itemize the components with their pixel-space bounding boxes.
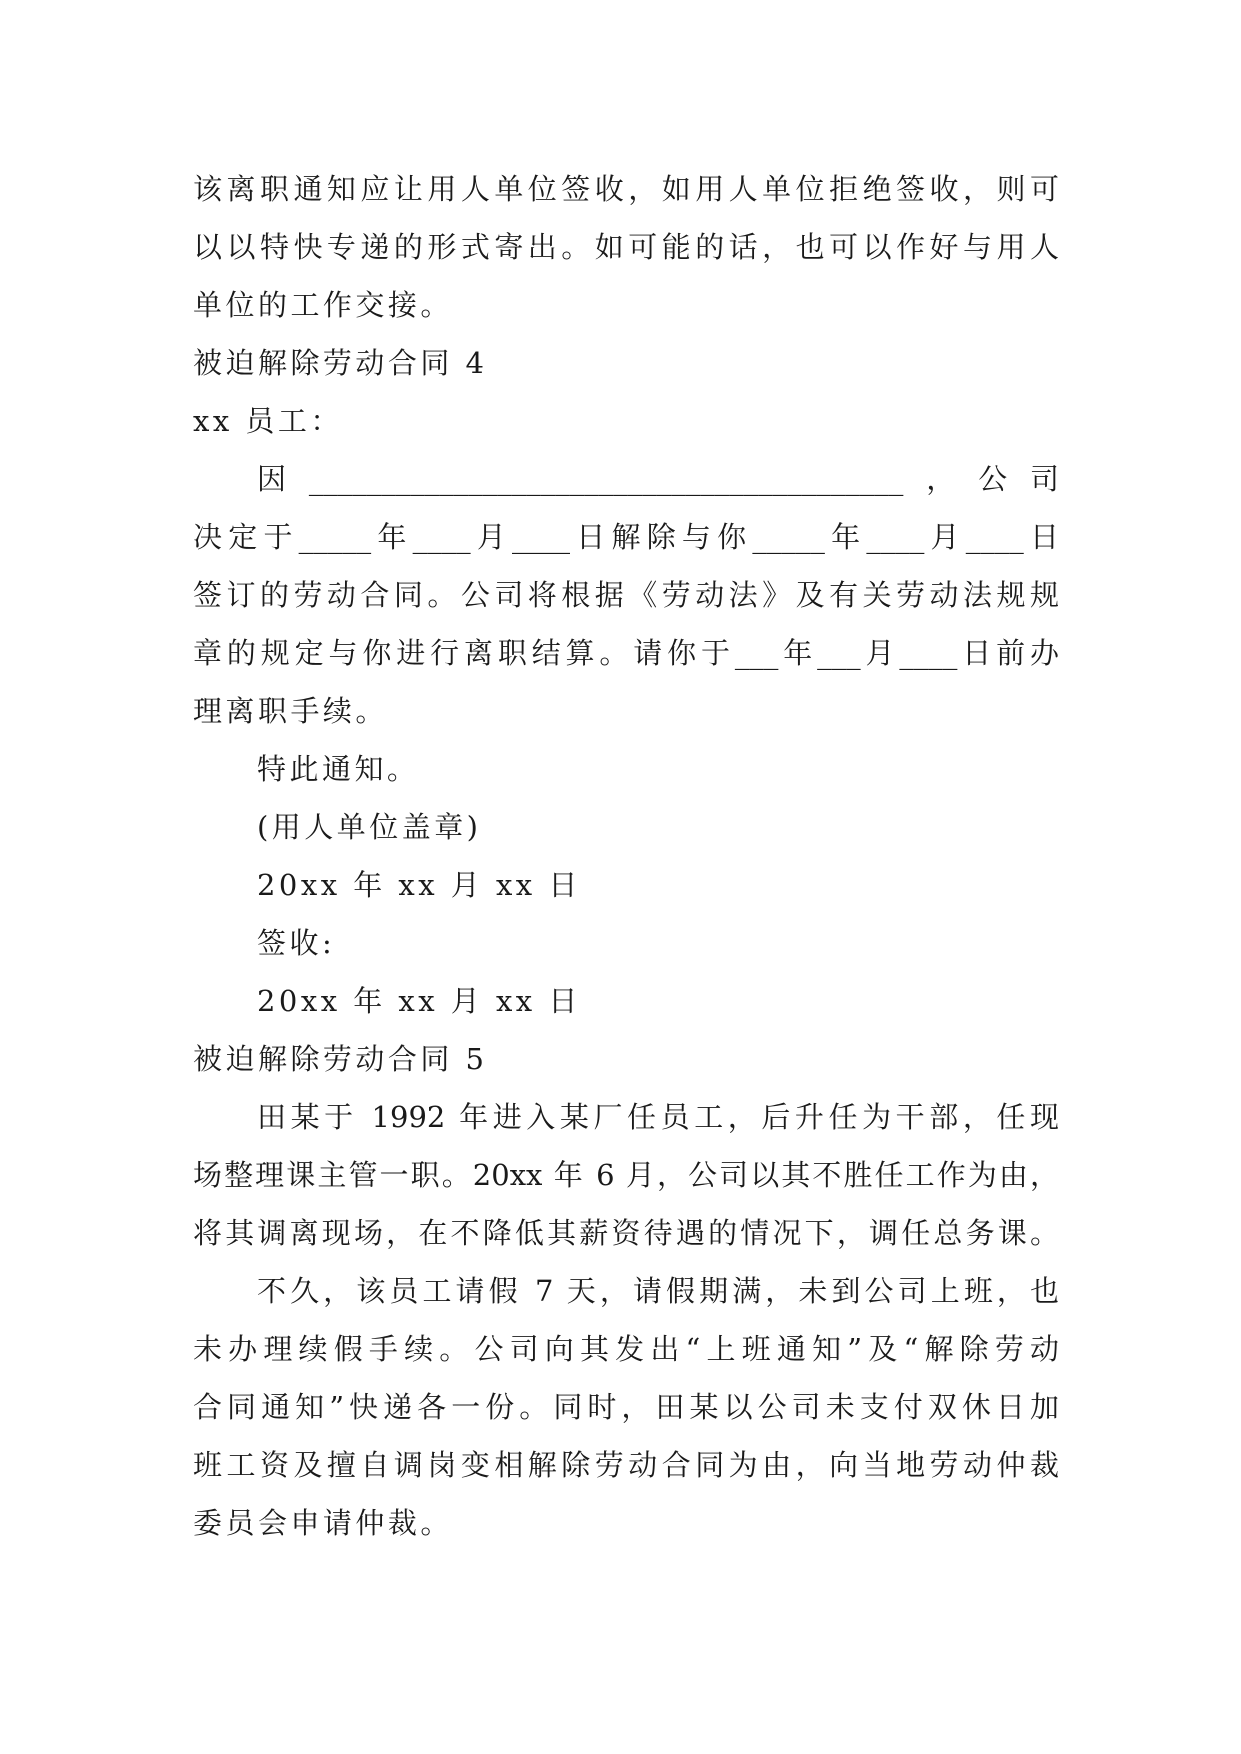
section-heading: 被迫解除劳动合同 5 bbox=[193, 1042, 488, 1076]
paragraph-line: 委员会申请仲裁。 bbox=[193, 1506, 453, 1540]
paragraph-line: 以以特快专递的形式寄出。如可能的话，也可以作好与用人 bbox=[193, 230, 1059, 264]
paragraph-line: 不久，该员工请假 7 天，请假期满，未到公司上班，也 bbox=[257, 1274, 1059, 1308]
paragraph-line: 合同通知”快递各一份。同时，田某以公司未支付双休日加 bbox=[193, 1390, 1059, 1424]
paragraph-line: 因_________________________________________，公司 bbox=[257, 462, 1059, 496]
date-line: 20xx 年 xx 月 xx 日 bbox=[257, 868, 581, 902]
paragraph-line: 单位的工作交接。 bbox=[193, 288, 453, 322]
paragraph-line: 班工资及擅自调岗变相解除劳动合同为由，向当地劳动仲裁 bbox=[193, 1448, 1059, 1482]
paragraph-line: 田某于 1992 年进入某厂任员工，后升任为干部，任现 bbox=[257, 1100, 1059, 1134]
paragraph-line: 将其调离现场，在不降低其薪资待遇的情况下，调任总务课。 bbox=[193, 1216, 1059, 1250]
paragraph-line: 场整理课主管一职。20xx 年 6 月，公司以其不胜任工作为由， bbox=[193, 1158, 1059, 1192]
seal-label: (用人单位盖章) bbox=[257, 810, 482, 844]
paragraph-line: 理离职手续。 bbox=[193, 694, 388, 728]
section-heading: 被迫解除劳动合同 4 bbox=[193, 346, 488, 380]
paragraph-line: 未办理续假手续。公司向其发出“上班通知”及“解除劳动 bbox=[193, 1332, 1059, 1366]
paragraph-line: 签订的劳动合同。公司将根据《劳动法》及有关劳动法规规 bbox=[193, 578, 1059, 612]
paragraph-line: 决定于_____年____月____日解除与你_____年____月____日 bbox=[193, 520, 1059, 554]
date-line: 20xx 年 xx 月 xx 日 bbox=[257, 984, 581, 1018]
letter-salutation: xx 员工： bbox=[193, 404, 343, 438]
sign-label: 签收: bbox=[257, 926, 336, 960]
document-body bbox=[193, 160, 1059, 1552]
paragraph-line: 章的规定与你进行离职结算。请你于___年___月____日前办 bbox=[193, 636, 1059, 670]
paragraph-line: 该离职通知应让用人单位签收，如用人单位拒绝签收，则可 bbox=[193, 172, 1059, 206]
notice-closing: 特此通知。 bbox=[257, 752, 420, 786]
